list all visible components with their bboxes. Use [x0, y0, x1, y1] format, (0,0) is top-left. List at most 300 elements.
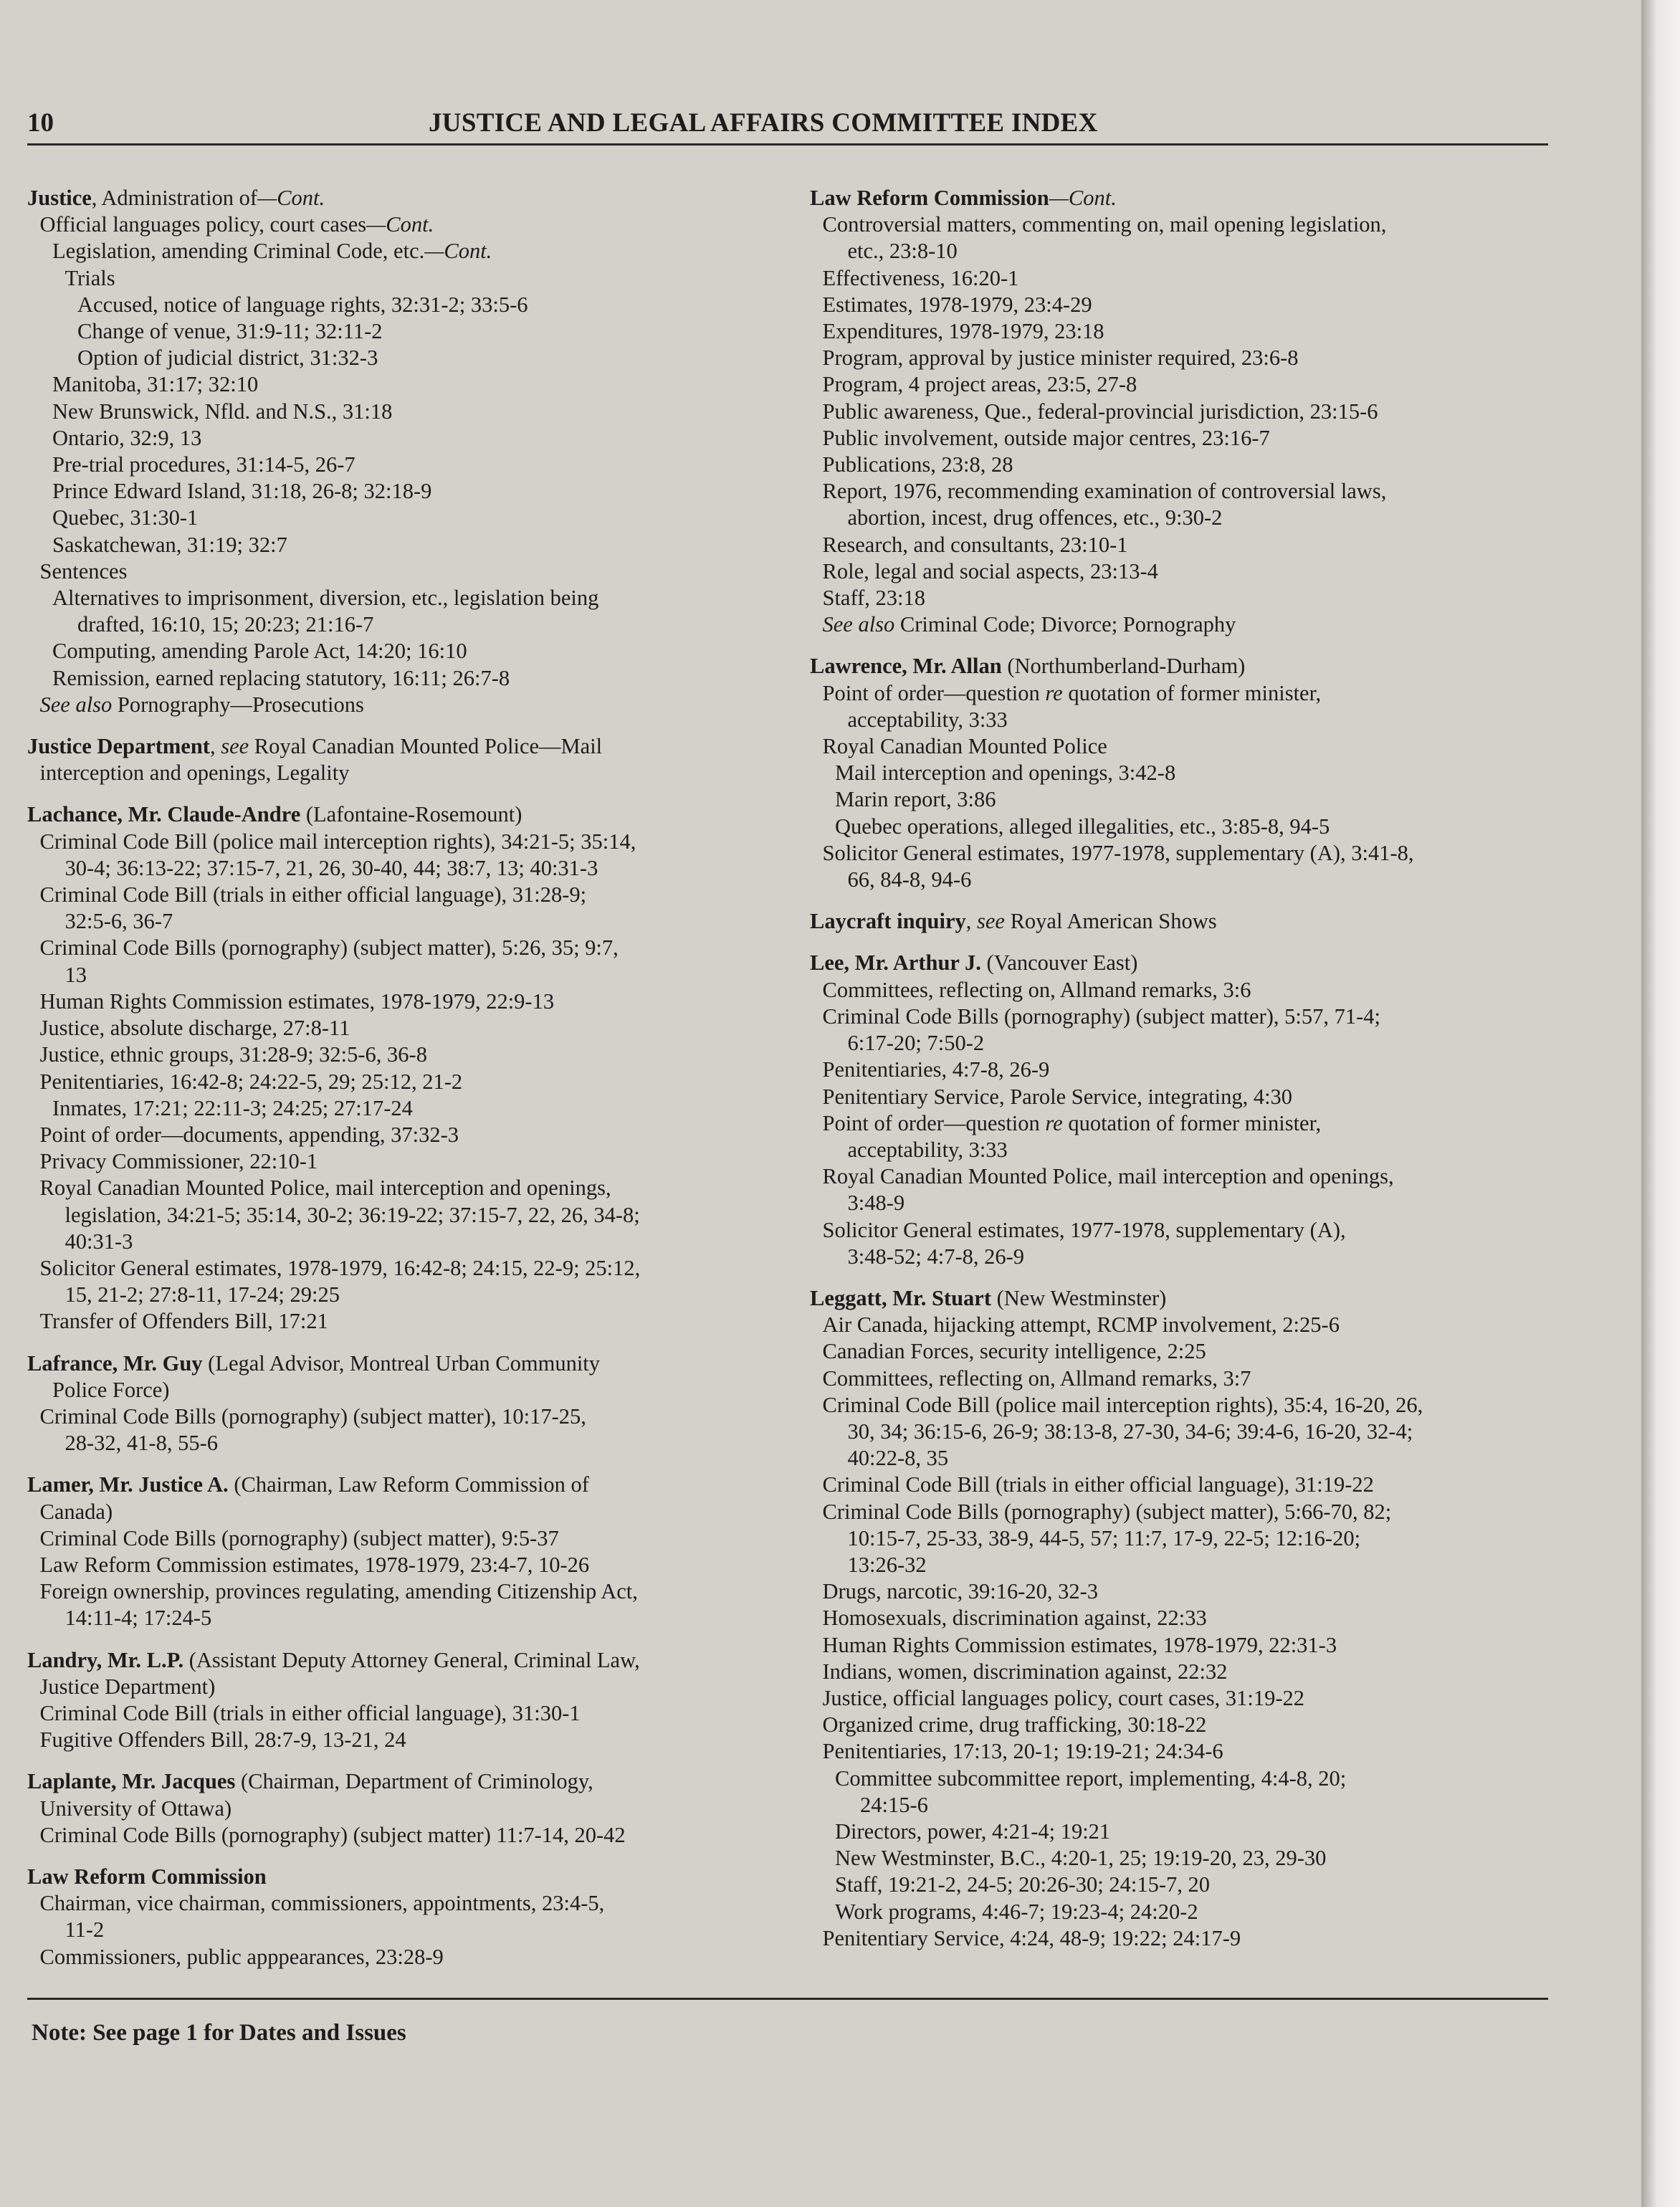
index-subentry-line: [27, 1917, 787, 1943]
index-entry: [810, 185, 1570, 638]
entry-text: Option of judicial district, 31:32-3: [77, 345, 378, 371]
index-subentry-line: [810, 1578, 1570, 1605]
entry-text: Royal Canadian Mounted Police, mail interception and openings,: [822, 1164, 1394, 1189]
entry-text: etc., 23:8-10: [847, 239, 958, 264]
index-subentry-line: [27, 1095, 787, 1122]
entry-text: Justice, ethnic groups, 31:28-9; 32:5-6, 36-8: [39, 1042, 427, 1067]
index-subentry-line: [27, 1148, 787, 1175]
entry-text: 6:17-20; 7:50-2: [847, 1031, 985, 1056]
italic-text: See also: [822, 612, 895, 637]
entry-text: quotation of former minister,: [1062, 680, 1322, 705]
entry-text: Penitentiaries, 17:13, 20-1; 19:19-21; 24:34-6: [822, 1739, 1223, 1764]
entry-name: Laycraft inquiry: [810, 909, 966, 934]
entry-text: Criminal Code Bills (pornography) (subject matter), 5:66-70, 82;: [822, 1499, 1392, 1524]
entry-text: Criminal Code Bill (trials in either official language), 31:28-9;: [39, 882, 587, 907]
entry-text: Alternatives to imprisonment, diversion, etc., legislation being: [52, 586, 599, 611]
entry-text: legislation, 34:21-5; 35:14, 30-2; 36:19-22; 37:15-7, 22, 26, 34-8;: [65, 1202, 640, 1227]
book-spine-shadow: [1641, 0, 1680, 2207]
entry-text: Work programs, 4:46-7; 19:23-4; 24:20-2: [835, 1899, 1198, 1924]
index-subentry-line: [810, 1659, 1570, 1685]
index-subentry-line: [810, 1472, 1570, 1498]
entry-text: Criminal Code; Divorce; Pornography: [894, 612, 1236, 637]
entry-text: Pornography—Prosecutions: [112, 692, 364, 717]
index-subentry-line: [810, 558, 1570, 585]
index-subentry-line: [810, 1137, 1570, 1163]
entry-text: Publications, 23:8, 28: [822, 452, 1013, 477]
index-subentry-line: [810, 786, 1570, 813]
index-subentry-line: [27, 211, 787, 238]
entry-text: Human Rights Commission estimates, 1978-1979, 22:9-13: [39, 988, 555, 1014]
index-subentry-line: [27, 1605, 787, 1631]
index-subentry-line: [810, 1312, 1570, 1338]
index-subentry-line: [810, 532, 1570, 558]
entry-text: 40:31-3: [65, 1229, 133, 1254]
entry-text: 66, 84-8, 94-6: [847, 867, 972, 892]
entry-text: Criminal Code Bills (pornography) (subject matter), 10:17-25,: [39, 1403, 586, 1429]
entry-text: Role, legal and social aspects, 23:13-4: [822, 558, 1158, 583]
entry-text: Royal Canadian Mounted Police, mail interception and openings,: [39, 1176, 611, 1201]
index-subentry-line: [27, 1822, 787, 1849]
entry-text: Justice Department): [39, 1674, 216, 1699]
index-subentry-line: [810, 1110, 1570, 1137]
index-subentry-line: [810, 1738, 1570, 1765]
entry-text: 24:15-6: [860, 1792, 928, 1817]
index-entry: [810, 653, 1570, 893]
index-subentry-line: [810, 814, 1570, 840]
entry-text: Ontario, 32:9, 13: [52, 425, 202, 450]
index-subentry-line: [810, 1872, 1570, 1898]
index-subentry-line: [810, 1217, 1570, 1244]
entry-text: Air Canada, hijacking attempt, RCMP involvement, 2:25-6: [822, 1312, 1340, 1338]
index-subentry-line: [810, 371, 1570, 398]
index-subentry-line: [27, 238, 787, 264]
entry-text: 13: [65, 962, 87, 987]
index-subentry-line: [27, 265, 787, 292]
entry-text: abortion, incest, drug offences, etc., 9:30-2: [847, 505, 1223, 530]
entry-text: Program, 4 project areas, 23:5, 27-8: [822, 372, 1137, 397]
index-subentry-line: [27, 1202, 787, 1229]
entry-text: Expenditures, 1978-1979, 23:18: [822, 319, 1104, 344]
entry-text: University of Ottawa): [39, 1796, 232, 1821]
index-subentry-line: [27, 611, 787, 638]
index-heading-line: [27, 185, 787, 211]
page-header: [27, 108, 1548, 146]
index-subentry-line: [810, 733, 1570, 760]
index-entry: [27, 185, 787, 718]
index-subentry-line: [810, 1792, 1570, 1818]
index-subentry-line: [27, 1525, 787, 1552]
index-subentry-line: [810, 760, 1570, 786]
index-entry: [27, 1472, 787, 1631]
entry-name: Justice: [27, 186, 92, 210]
entry-text: Committees, reflecting on, Allmand remarks, 3:6: [822, 977, 1251, 1002]
index-subentry-line: [27, 585, 787, 611]
index-subentry-line: [810, 238, 1570, 264]
index-subentry-line: [27, 371, 787, 398]
index-subentry-line: [810, 1392, 1570, 1419]
index-subentry-line: [810, 1765, 1570, 1792]
entry-text: Controversial matters, commenting on, mail opening legislation,: [822, 212, 1387, 237]
index-subentry-line: [810, 585, 1570, 611]
index-subentry-line: [810, 1925, 1570, 1952]
index-subentry-line: [810, 1685, 1570, 1712]
index-subentry-line: [27, 935, 787, 961]
entry-text: 15, 21-2; 27:8-11, 17-24; 29:25: [65, 1282, 340, 1307]
entry-text: Quebec, 31:30-1: [52, 505, 199, 530]
entry-text: Justice, official languages policy, court cases, 31:19-22: [822, 1685, 1305, 1710]
entry-text: , Administration of: [91, 186, 258, 210]
index-subentry-line: [27, 908, 787, 935]
entry-text: Criminal Code Bills (pornography) (subject matter) 11:7-14, 20-42: [39, 1822, 626, 1847]
italic-text: —Cont.: [1049, 186, 1117, 210]
index-subentry-line: [810, 478, 1570, 505]
entry-text: 3:48-52; 4:7-8, 26-9: [847, 1244, 1025, 1269]
entry-text: (Assistant Deputy Attorney General, Criminal Law,: [183, 1647, 640, 1672]
entry-text: ,: [965, 909, 977, 934]
index-subentry-line: [810, 1605, 1570, 1631]
entry-text: Canadian Forces, security intelligence, 2:25: [822, 1339, 1206, 1364]
italic-text: —Cont.: [366, 212, 434, 237]
entry-text: Committees, reflecting on, Allmand remarks, 3:7: [822, 1365, 1251, 1391]
index-heading-line: [810, 950, 1570, 976]
entry-text: Law Reform Commission estimates, 1978-1979, 23:4-7, 10-26: [39, 1552, 590, 1577]
index-entry: [810, 1285, 1570, 1952]
index-subentry-line: [27, 345, 787, 371]
index-subentry-line: [27, 692, 787, 718]
index-subentry-line: [27, 1578, 787, 1605]
index-subentry-line: [810, 867, 1570, 893]
entry-text: Report, 1976, recommending examination of controversial laws,: [822, 479, 1387, 504]
page-number: 10: [27, 108, 54, 138]
index-subentry-line: [810, 1845, 1570, 1872]
entry-text: Inmates, 17:21; 22:11-3; 24:25; 27:17-24: [52, 1095, 413, 1120]
entry-text: Effectiveness, 16:20-1: [822, 265, 1019, 290]
index-heading-line: [27, 733, 787, 760]
entry-text: (Legal Advisor, Montreal Urban Community: [202, 1350, 601, 1376]
entry-text: 14:11-4; 17:24-5: [65, 1606, 212, 1631]
index-entry: [810, 908, 1570, 935]
entry-text: New Westminster, B.C., 4:20-1, 25; 19:19-20, 23, 29-30: [835, 1846, 1327, 1871]
index-subentry-line: [27, 1175, 787, 1201]
entry-text: Royal American Shows: [1004, 909, 1217, 934]
entry-text: Royal Canadian Mounted Police: [822, 734, 1107, 759]
index-subentry-line: [810, 1057, 1570, 1083]
index-subentry-line: [810, 1004, 1570, 1030]
italic-text: —Cont.: [257, 186, 325, 210]
index-subentry-line: [27, 1944, 787, 1970]
index-subentry-line: [27, 452, 787, 478]
entry-name: Lafrance, Mr. Guy: [27, 1350, 203, 1376]
entry-text: 32:5-6, 36-7: [65, 909, 173, 934]
index-subentry-line: [27, 318, 787, 345]
index-subentry-line: [810, 1365, 1570, 1392]
entry-text: Indians, women, discrimination against, 22:32: [822, 1659, 1228, 1684]
index-subentry-line: [27, 1308, 787, 1335]
index-subentry-line: [27, 1377, 787, 1403]
entry-text: 40:22-8, 35: [847, 1446, 949, 1471]
index-entry: [27, 1864, 787, 1970]
entry-text: Solicitor General estimates, 1977-1978, supplementary (A), 3:41-8,: [822, 840, 1414, 865]
index-subentry-line: [810, 1445, 1570, 1472]
index-subentry-line: [27, 1499, 787, 1525]
index-subentry-line: [27, 638, 787, 664]
index-subentry-line: [27, 425, 787, 452]
entry-text: Criminal Code Bill (trials in either official language), 31:30-1: [39, 1700, 581, 1725]
entry-name: Lee, Mr. Arthur J.: [810, 950, 981, 976]
index-subentry-line: [810, 399, 1570, 425]
index-subentry-line: [27, 558, 787, 585]
entry-name: Lachance, Mr. Claude-Andre: [27, 802, 301, 827]
index-subentry-line: [810, 1552, 1570, 1578]
index-subentry-line: [27, 1255, 787, 1282]
page-title: JUSTICE AND LEGAL AFFAIRS COMMITTEE INDEX: [429, 108, 1098, 138]
index-subentry-line: [810, 1163, 1570, 1190]
index-subentry-line: [810, 318, 1570, 345]
entry-text: Legislation, amending Criminal Code, etc.: [52, 239, 425, 264]
entry-text: Solicitor General estimates, 1977-1978, supplementary (A),: [822, 1217, 1346, 1242]
entry-name: Leggatt, Mr. Stuart: [810, 1285, 991, 1310]
index-subentry-line: [810, 211, 1570, 238]
index-subentry-line: [810, 1030, 1570, 1057]
entry-text: Criminal Code Bill (trials in either official language), 31:19-22: [822, 1472, 1374, 1497]
index-subentry-line: [810, 1525, 1570, 1552]
entry-text: Pre-trial procedures, 31:14-5, 26-7: [52, 452, 355, 477]
entry-text: Public awareness, Que., federal-provincial jurisdiction, 23:15-6: [822, 399, 1378, 424]
entry-text: interception and openings, Legality: [39, 761, 350, 786]
footer-divider: [27, 1998, 1548, 2000]
index-subentry-line: [810, 1419, 1570, 1445]
entry-text: Manitoba, 31:17; 32:10: [52, 372, 259, 397]
index-entry: [27, 1647, 787, 1754]
entry-text: Homosexuals, discrimination against, 22:33: [822, 1606, 1207, 1631]
index-subentry-line: [810, 1499, 1570, 1525]
index-subentry-line: [27, 665, 787, 692]
index-subentry-line: [810, 505, 1570, 531]
entry-text: New Brunswick, Nfld. and N.S., 31:18: [52, 399, 393, 424]
entry-text: Official languages policy, court cases: [39, 212, 367, 237]
entry-text: Criminal Code Bills (pornography) (subject matter), 9:5-37: [39, 1525, 559, 1550]
entry-text: Foreign ownership, provinces regulating, amending Citizenship Act,: [39, 1579, 638, 1604]
index-subentry-line: [27, 1122, 787, 1148]
entry-text: Penitentiaries, 16:42-8; 24:22-5, 29; 25:12, 21-2: [39, 1069, 463, 1094]
italic-text: re: [1045, 680, 1063, 705]
entry-text: drafted, 16:10, 15; 20:23; 21:16-7: [77, 612, 374, 637]
entry-text: ,: [209, 734, 221, 759]
index-subentry-line: [810, 1712, 1570, 1738]
index-subentry-line: [27, 882, 787, 908]
entry-text: Penitentiary Service, Parole Service, integrating, 4:30: [822, 1084, 1293, 1109]
footer-note: Note: See page 1 for Dates and Issues: [32, 2020, 406, 2046]
entry-text: 11-2: [65, 1917, 105, 1943]
entry-text: (Chairman, Law Reform Commission of: [228, 1472, 589, 1497]
entry-text: 10:15-7, 25-33, 38-9, 44-5, 57; 11:7, 17-9, 22-5; 12:16-20;: [847, 1525, 1361, 1550]
index-heading-line: [27, 1350, 787, 1377]
index-entry: [27, 733, 787, 786]
entry-name: Law Reform Commission: [27, 1864, 267, 1889]
italic-text: see: [976, 909, 1005, 934]
entry-text: Canada): [39, 1499, 113, 1524]
index-subentry-line: [27, 1282, 787, 1308]
entry-text: 13:26-32: [847, 1552, 927, 1577]
index-subentry-line: [810, 1190, 1570, 1216]
index-subentry-line: [27, 532, 787, 558]
entry-text: Marin report, 3:86: [835, 787, 996, 812]
index-subentry-line: [27, 1403, 787, 1430]
entry-text: Prince Edward Island, 31:18, 26-8; 32:18-9: [52, 479, 432, 504]
index-subentry-line: [810, 977, 1570, 1004]
index-subentry-line: [27, 1229, 787, 1255]
italic-text: re: [1045, 1110, 1063, 1135]
entry-text: Transfer of Offenders Bill, 17:21: [39, 1309, 328, 1334]
entry-text: Committee subcommittee report, implementing, 4:4-8, 20;: [835, 1765, 1347, 1791]
entry-text: Staff, 19:21-2, 24-5; 20:26-30; 24:15-7, 20: [835, 1872, 1210, 1897]
entry-text: Public involvement, outside major centres, 23:16-7: [822, 425, 1270, 450]
index-subentry-line: [810, 1632, 1570, 1659]
italic-text: See also: [39, 692, 113, 717]
entry-text: acceptability, 3:33: [847, 707, 1008, 732]
index-column-right: [810, 185, 1570, 1967]
entry-text: Program, approval by justice minister required, 23:6-8: [822, 345, 1299, 371]
entry-text: (New Westminster): [991, 1285, 1167, 1310]
index-subentry-line: [27, 962, 787, 988]
entry-text: Criminal Code Bills (pornography) (subject matter), 5:26, 35; 9:7,: [39, 935, 619, 961]
entry-text: Criminal Code Bills (pornography) (subject matter), 5:57, 71-4;: [822, 1004, 1380, 1029]
index-subentry-line: [27, 988, 787, 1015]
entry-text: Drugs, narcotic, 39:16-20, 32-3: [822, 1579, 1099, 1604]
index-subentry-line: [810, 1084, 1570, 1110]
index-heading-line: [810, 1285, 1570, 1312]
entry-name: Lawrence, Mr. Allan: [810, 654, 1002, 679]
entry-text: Privacy Commissioner, 22:10-1: [39, 1149, 318, 1174]
index-subentry-line: [27, 1700, 787, 1727]
index-subentry-line: [27, 760, 787, 786]
entry-text: Quebec operations, alleged illegalities, etc., 3:85-8, 94-5: [835, 814, 1330, 839]
entry-text: Staff, 23:18: [822, 586, 925, 611]
entry-text: (Vancouver East): [980, 950, 1138, 976]
index-subentry-line: [810, 611, 1570, 638]
entry-text: Penitentiary Service, 4:24, 48-9; 19:22; 24:17-9: [822, 1925, 1241, 1950]
index-subentry-line: [27, 1041, 787, 1068]
index-entry: [810, 950, 1570, 1269]
entry-text: Sentences: [39, 558, 128, 583]
index-subentry-line: [27, 1430, 787, 1457]
index-subentry-line: [810, 840, 1570, 867]
italic-text: —Cont.: [424, 239, 492, 264]
entry-text: Organized crime, drug trafficking, 30:18-22: [822, 1712, 1207, 1738]
entry-text: Estimates, 1978-1979, 23:4-29: [822, 292, 1092, 317]
italic-text: see: [221, 734, 249, 759]
index-subentry-line: [810, 265, 1570, 292]
entry-text: acceptability, 3:33: [847, 1137, 1008, 1162]
index-subentry-line: [810, 1338, 1570, 1365]
index-heading-line: [27, 1472, 787, 1498]
entry-name: Law Reform Commission: [810, 186, 1049, 210]
index-heading-line: [810, 185, 1570, 211]
index-heading-line: [27, 1647, 787, 1674]
index-subentry-line: [810, 292, 1570, 318]
index-subentry-line: [810, 707, 1570, 733]
index-subentry-line: [810, 452, 1570, 478]
entry-text: Computing, amending Parole Act, 14:20; 16:10: [52, 639, 467, 664]
index-subentry-line: [27, 478, 787, 505]
entry-text: Commissioners, public apppearances, 23:28-9: [39, 1944, 444, 1969]
entry-text: (Northumberland-Durham): [1001, 654, 1246, 679]
entry-text: Change of venue, 31:9-11; 32:11-2: [77, 319, 383, 344]
entry-text: Fugitive Offenders Bill, 28:7-9, 13-21, 24: [39, 1727, 406, 1753]
entry-text: Directors, power, 4:21-4; 19:21: [835, 1818, 1111, 1844]
entry-text: Mail interception and openings, 3:42-8: [835, 761, 1176, 786]
index-subentry-line: [27, 1796, 787, 1822]
entry-text: Accused, notice of language rights, 32:31-2; 33:5-6: [77, 292, 528, 317]
index-heading-line: [810, 908, 1570, 935]
index-subentry-line: [27, 1069, 787, 1095]
index-subentry-line: [27, 1674, 787, 1700]
index-subentry-line: [27, 292, 787, 318]
entry-text: quotation of former minister,: [1062, 1110, 1322, 1135]
entry-text: Remission, earned replacing statutory, 16:11; 26:7-8: [52, 665, 510, 690]
entry-name: Justice Department: [27, 734, 210, 759]
index-heading-line: [810, 653, 1570, 680]
entry-text: (Lafontaine-Rosemount): [300, 802, 522, 827]
entry-text: Royal Canadian Mounted Police—Mail: [249, 734, 603, 759]
index-subentry-line: [27, 855, 787, 882]
index-subentry-line: [810, 680, 1570, 707]
entry-text: Point of order—question: [822, 1110, 1046, 1135]
index-subentry-line: [27, 829, 787, 855]
entry-text: 30, 34; 36:15-6, 26-9; 38:13-8, 27-30, 34-6; 39:4-6, 16-20, 32-4;: [847, 1419, 1413, 1444]
index-subentry-line: [810, 1244, 1570, 1270]
index-subentry-line: [27, 1727, 787, 1753]
index-subentry-line: [27, 505, 787, 531]
entry-name: Landry, Mr. L.P.: [27, 1647, 184, 1672]
index-subentry-line: [810, 1899, 1570, 1925]
entry-text: Chairman, vice chairman, commissioners, appointments, 23:4-5,: [39, 1891, 605, 1916]
index-heading-line: [27, 801, 787, 828]
entry-text: 28-32, 41-8, 55-6: [65, 1431, 218, 1456]
entry-name: Laplante, Mr. Jacques: [27, 1769, 236, 1794]
index-subentry-line: [810, 1818, 1570, 1845]
index-heading-line: [27, 1864, 787, 1890]
entry-text: Saskatchewan, 31:19; 32:7: [52, 532, 287, 557]
index-subentry-line: [27, 1890, 787, 1917]
entry-text: 30-4; 36:13-22; 37:15-7, 21, 26, 30-40, 44; 38:7, 13; 40:31-3: [65, 855, 598, 880]
entry-text: Human Rights Commission estimates, 1978-1979, 22:31-3: [822, 1632, 1337, 1657]
index-heading-line: [27, 1768, 787, 1795]
entry-text: Research, and consultants, 23:10-1: [822, 532, 1128, 557]
entry-text: Point of order—question: [822, 680, 1046, 705]
entry-text: Police Force): [52, 1377, 170, 1402]
index-subentry-line: [810, 425, 1570, 452]
entry-text: 3:48-9: [847, 1191, 905, 1216]
index-column-left: [27, 185, 787, 1986]
entry-text: Criminal Code Bill (police mail interception rights), 35:4, 16-20, 26,: [822, 1392, 1423, 1417]
index-entry: [27, 1350, 787, 1457]
entry-name: Lamer, Mr. Justice A.: [27, 1472, 229, 1497]
index-subentry-line: [27, 399, 787, 425]
entry-text: Criminal Code Bill (police mail interception rights), 34:21-5; 35:14,: [39, 829, 636, 854]
index-subentry-line: [810, 345, 1570, 371]
index-entry: [27, 801, 787, 1335]
entry-text: Justice, absolute discharge, 27:8-11: [39, 1016, 350, 1041]
index-subentry-line: [27, 1552, 787, 1578]
entry-text: Penitentiaries, 4:7-8, 26-9: [822, 1057, 1050, 1082]
index-entry: [27, 1768, 787, 1849]
entry-text: Point of order—documents, appending, 37:32-3: [39, 1122, 459, 1147]
entry-text: (Chairman, Department of Criminology,: [235, 1769, 593, 1794]
index-subentry-line: [27, 1015, 787, 1041]
entry-text: Trials: [65, 265, 115, 290]
entry-text: Solicitor General estimates, 1978-1979, 16:42-8; 24:15, 22-9; 25:12,: [39, 1255, 641, 1280]
